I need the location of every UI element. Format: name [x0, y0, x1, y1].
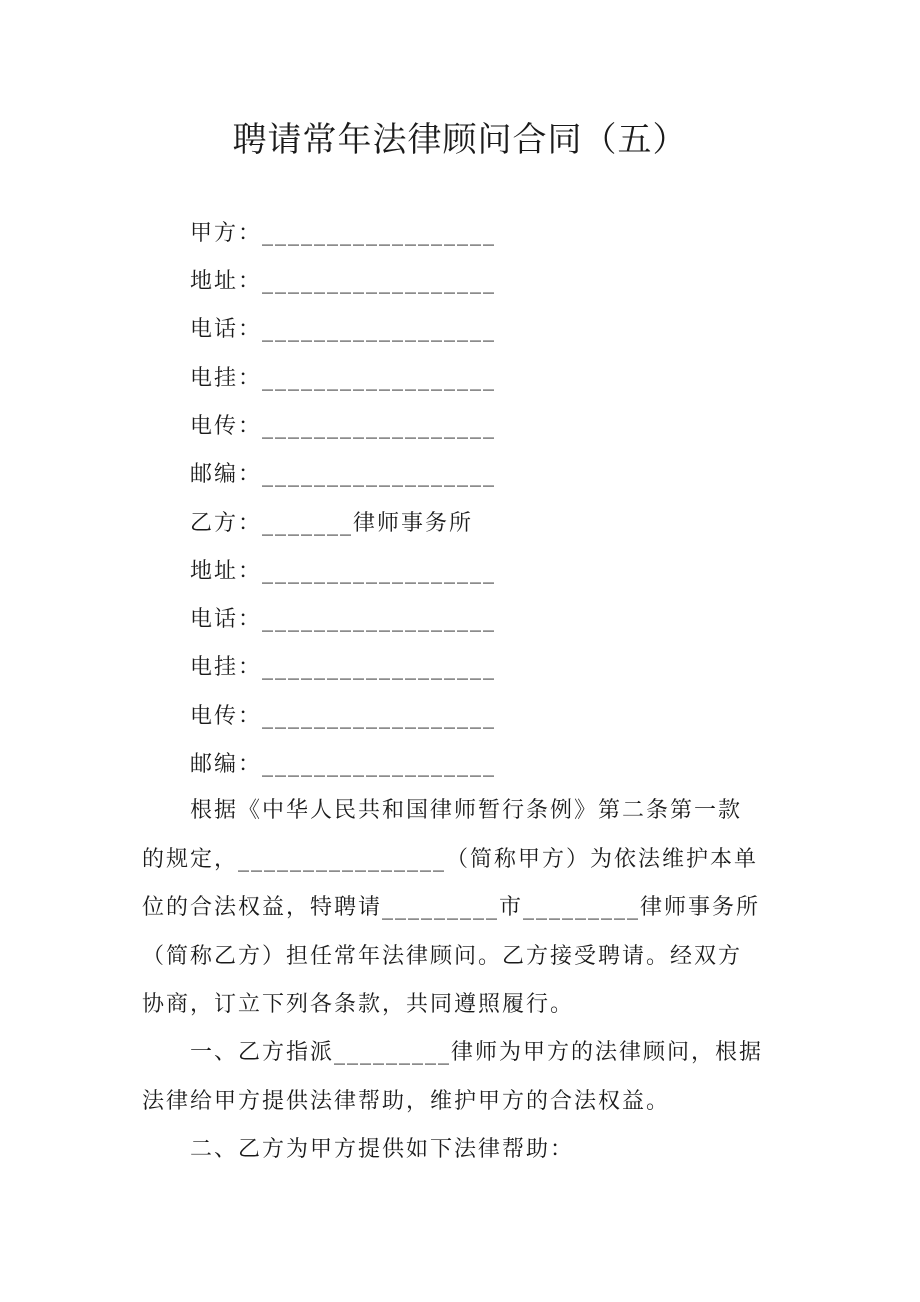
- clause-line: 法律给甲方提供法律帮助，维护甲方的合法权益。: [142, 1088, 671, 1114]
- party-a-phone-line: 电话：__________________: [190, 317, 497, 342]
- preamble-line: （简称乙方）担任常年法律顾问。乙方接受聘请。经双方: [142, 943, 743, 969]
- document-title: 聘请常年法律顾问合同（五）: [232, 120, 688, 160]
- party-b-telex-line: 电挂：__________________: [190, 655, 497, 680]
- party-b-name-line: 乙方：_______律师事务所: [190, 511, 474, 536]
- party-a-name-line: 甲方：__________________: [190, 221, 497, 246]
- party-b-address-line: 地址：__________________: [190, 559, 497, 584]
- party-a-fax-line: 电传：__________________: [190, 414, 497, 439]
- preamble-line: 的规定，________________（简称甲方）为依法维护本单: [142, 846, 759, 872]
- preamble-line: 位的合法权益，特聘请_________市_________律师事务所: [142, 895, 761, 920]
- party-a-telex-line: 电挂：__________________: [190, 366, 497, 391]
- party-a-address-line: 地址：__________________: [190, 269, 497, 294]
- party-b-phone-line: 电话：__________________: [190, 607, 497, 632]
- preamble-line: 协商，订立下列各条款，共同遵照履行。: [142, 992, 575, 1017]
- clause-line: 一、乙方指派_________律师为甲方的法律顾问，根据: [190, 1040, 764, 1065]
- party-b-fax-line: 电传：__________________: [190, 704, 497, 729]
- clause-1-paragraph: [142, 1029, 782, 1126]
- preamble-paragraph: [142, 787, 782, 1030]
- preamble-line: 根据《中华人民共和国律师暂行条例》第二条第一款: [190, 798, 743, 823]
- clause-line: 二、乙方为甲方提供如下法律帮助：: [190, 1137, 575, 1162]
- party-b-postcode-line: 邮编：__________________: [190, 752, 497, 777]
- party-a-postcode-line: 邮编：__________________: [190, 462, 497, 487]
- clause-2-paragraph: [142, 1126, 782, 1175]
